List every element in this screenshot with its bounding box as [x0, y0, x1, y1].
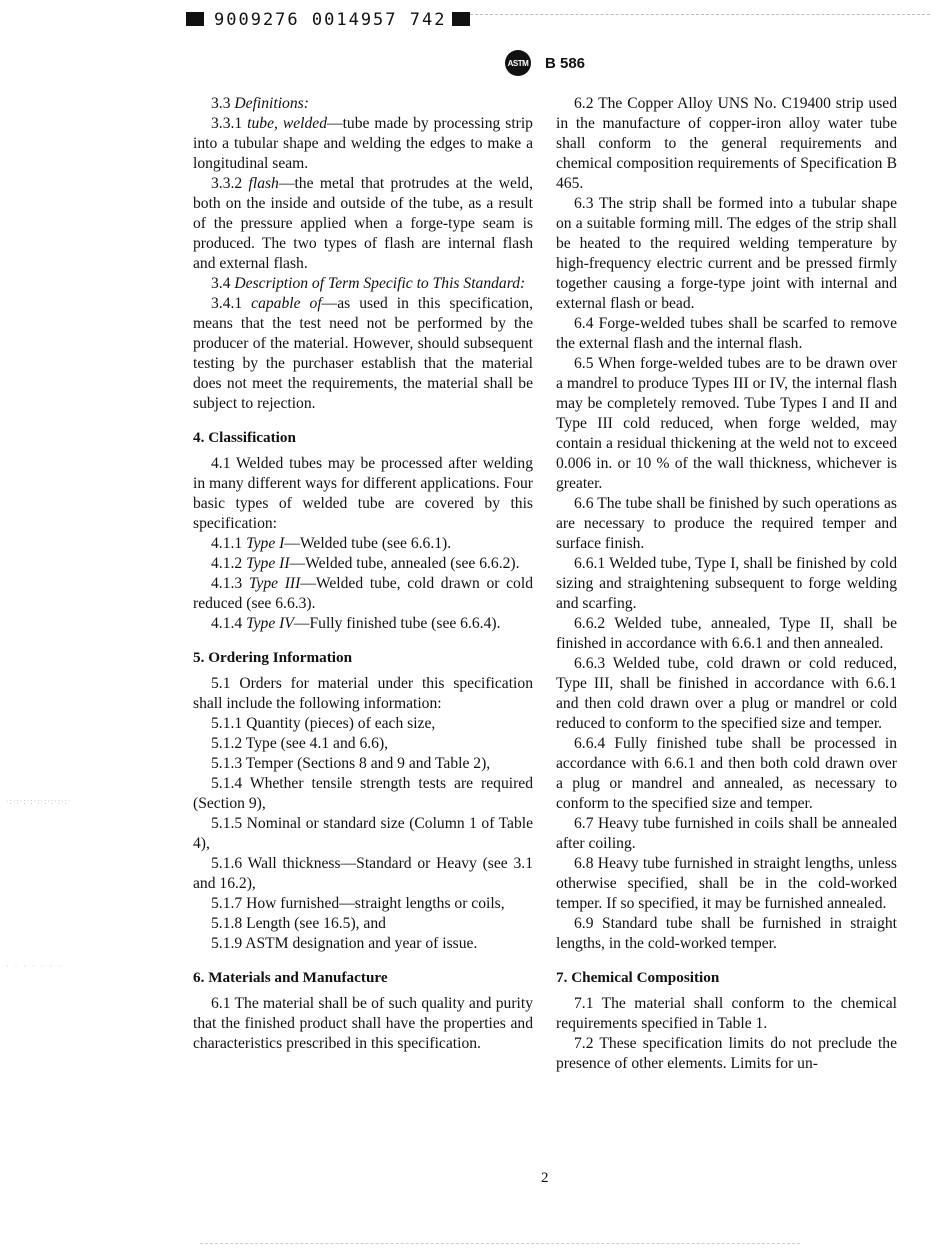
para-5-1-6: 5.1.6 Wall thickness—Standard or Heavy (see 3.1 and 16.2),: [193, 855, 533, 892]
para-7-2: 7.2 These specification limits do not preclude the presence of other elements. Limits for un-: [556, 1035, 897, 1072]
para-6-6: 6.6 The tube shall be finished by such operations as are necessary to produce the required temper and surface finish.: [556, 495, 897, 552]
para-6-6-2: 6.6.2 Welded tube, annealed, Type II, shall be finished in accordance with 6.6.1 and then annealed.: [556, 615, 897, 652]
barcode-text: 9009276 0014957 742: [214, 10, 447, 30]
para-6-1: 6.1 The material shall be of such quality and purity that the finished product shall have the properties and characteristics prescribed in this specification.: [193, 995, 533, 1052]
left-column: [193, 94, 533, 1054]
para-5-1: 5.1 Orders for material under this specification shall include the following information:: [193, 675, 533, 712]
right-column: [556, 94, 897, 1074]
para-4-1-1: 4.1.1 Type I—Welded tube (see 6.6.1).: [211, 535, 452, 552]
para-4-1-3: 4.1.3 Type III—Welded tube, cold drawn or cold reduced (see 6.6.3).: [193, 575, 533, 612]
barcode-block-left: [186, 12, 204, 26]
scan-noise: ·:·:·:·:·:·:·:·:·:·: [6, 797, 72, 806]
barcode-line: [186, 10, 470, 30]
para-5-1-4: 5.1.4 Whether tensile strength tests are required (Section 9),: [193, 775, 533, 812]
document-header: [505, 50, 585, 76]
scan-noise: · · · · · · ·: [6, 962, 63, 971]
para-6-8: 6.8 Heavy tube furnished in straight lengths, unless otherwise specified, shall be in the cold-worked temper. If so specified, it may be furnished annealed.: [556, 855, 897, 912]
para-5-1-2: 5.1.2 Type (see 4.1 and 6.6),: [211, 735, 389, 752]
para-5-1-1: 5.1.1 Quantity (pieces) of each size,: [211, 715, 436, 732]
para-5-1-5: 5.1.5 Nominal or standard size (Column 1 of Table 4),: [193, 815, 533, 852]
para-3-3: 3.3 Definitions:: [211, 95, 309, 112]
para-6-7: 6.7 Heavy tube furnished in coils shall be annealed after coiling.: [556, 815, 897, 852]
astm-logo-icon: ASTM: [505, 50, 531, 76]
para-6-2: 6.2 The Copper Alloy UNS No. C19400 strip used in the manufacture of copper-iron alloy water tube shall conform to the general requirements and chemical composition requirements of Specification B 465.: [556, 95, 897, 192]
para-7-1: 7.1 The material shall conform to the chemical requirements specified in Table 1.: [556, 995, 897, 1032]
bottom-rule: [200, 1243, 800, 1244]
para-6-3: 6.3 The strip shall be formed into a tubular shape on a suitable forming mill. The edges of the strip shall be heated to the required welding temperature by high-frequency electric current and be pressed firmly together causing a forge-type joint with internal and external flash or bead.: [556, 195, 897, 312]
para-5-1-9: 5.1.9 ASTM designation and year of issue.: [211, 935, 478, 952]
para-3-3-2: 3.3.2 flash—the metal that protrudes at the weld, both on the inside and outside of the tube, as a result of the pressure applied when a forge-type seam is produced. The two types of flash are internal flash and external flash.: [193, 175, 533, 272]
barcode-block-right: [452, 12, 470, 26]
para-6-6-4: 6.6.4 Fully finished tube shall be processed in accordance with 6.6.1 and then both cold drawn over a plug or mandrel and annealed, as necessary to conform to the specified size and temper.: [556, 735, 897, 812]
page-number: 2: [541, 1170, 549, 1186]
para-4-1-2: 4.1.2 Type II—Welded tube, annealed (see 6.6.2).: [211, 555, 520, 572]
para-6-9: 6.9 Standard tube shall be furnished in straight lengths, in the cold-worked temper.: [556, 915, 897, 952]
section-heading-chemical-composition: 7. Chemical Composition: [556, 969, 720, 986]
section-heading-classification: 4. Classification: [193, 429, 296, 446]
para-5-1-3: 5.1.3 Temper (Sections 8 and 9 and Table 2),: [211, 755, 491, 772]
para-5-1-7: 5.1.7 How furnished—straight lengths or coils,: [211, 895, 505, 912]
top-rule: [470, 14, 930, 15]
section-heading-materials-and-manufacture: 6. Materials and Manufacture: [193, 969, 388, 986]
para-6-4: 6.4 Forge-welded tubes shall be scarfed to remove the external flash and the internal flash.: [556, 315, 897, 352]
section-heading-ordering-information: 5. Ordering Information: [193, 649, 353, 666]
para-6-5: 6.5 When forge-welded tubes are to be drawn over a mandrel to produce Types III or IV, the internal flash may be completely removed. Tube Types I and II and Type III cold reduced, when forge welded, may contain a residual thickening at the weld not to exceed 0.006 in. or 10 % of the wall thickness, whichever is greater.: [556, 355, 897, 492]
para-3-4: 3.4 Description of Term Specific to This Standard:: [211, 275, 526, 292]
para-3-3-1: 3.3.1 tube, welded—tube made by processing strip into a tubular shape and welding the edges to make a longitudinal seam.: [193, 115, 533, 172]
para-4-1: 4.1 Welded tubes may be processed after welding in many different ways for different applications. Four basic types of welded tube are covered by this specification:: [193, 455, 533, 532]
para-5-1-8: 5.1.8 Length (see 16.5), and: [211, 915, 386, 932]
para-6-6-3: 6.6.3 Welded tube, cold drawn or cold reduced, Type III, shall be finished in accordance with 6.6.1 and then cold drawn over a plug or mandrel or cold reduced to conform to the specified size and temper.: [556, 655, 897, 732]
para-3-4-1: 3.4.1 capable of—as used in this specification, means that the test need not be performed by the producer of the material. However, should subsequent testing by the purchaser establish that the material does not meet the requirements, the material shall be subject to rejection.: [193, 295, 533, 412]
para-6-6-1: 6.6.1 Welded tube, Type I, shall be finished by cold sizing and straightening subsequent to forge welding and scarfing.: [556, 555, 897, 612]
para-4-1-4: 4.1.4 Type IV—Fully finished tube (see 6.6.4).: [211, 615, 501, 632]
designation: B 586: [545, 54, 586, 72]
